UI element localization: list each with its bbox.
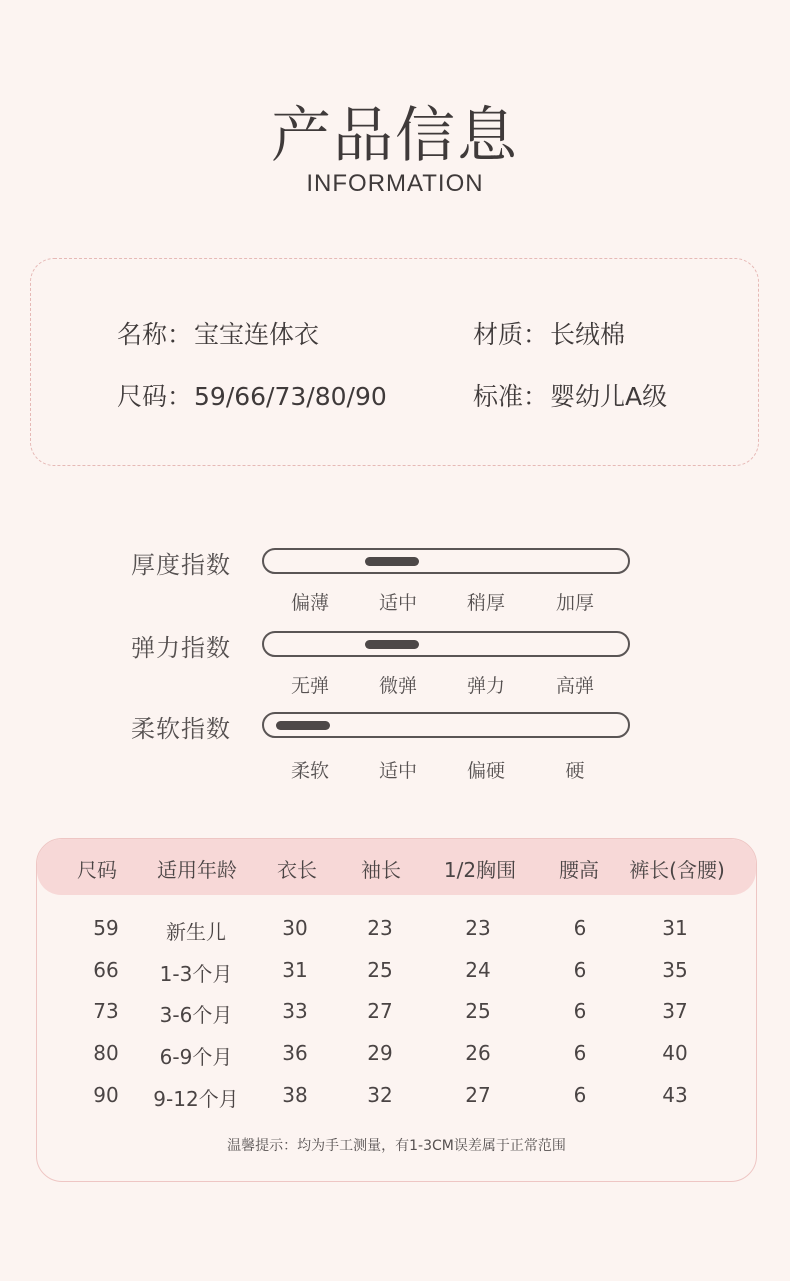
table-cell: 37 bbox=[662, 999, 688, 1023]
table-cell: 80 bbox=[93, 1041, 119, 1065]
meter-thickness-bar bbox=[262, 548, 630, 574]
measurement-note: 温馨提示：均为手工测量，有1-3CM误差属于正常范围 bbox=[227, 1138, 566, 1154]
table-cell: 6 bbox=[573, 916, 587, 940]
table-cell: 36 bbox=[282, 1041, 308, 1065]
info-standard bbox=[473, 377, 667, 413]
table-cell: 6 bbox=[573, 1041, 587, 1065]
meter-softness-ticks bbox=[0, 756, 790, 782]
table-cell: 1-3个月 bbox=[159, 962, 233, 986]
meter-elasticity-bar bbox=[262, 631, 630, 657]
table-cell: 6 bbox=[573, 999, 587, 1023]
table-cell: 24 bbox=[465, 958, 491, 982]
info-standard-label: 标准： bbox=[473, 382, 549, 411]
info-size-label: 尺码： bbox=[117, 382, 193, 411]
meter-softness-bar bbox=[262, 712, 630, 738]
info-name-value: 宝宝连体衣 bbox=[194, 320, 320, 349]
meter-softness-label: 柔软指数 bbox=[131, 715, 231, 743]
table-cell: 29 bbox=[367, 1041, 393, 1065]
meter-elasticity-label: 弹力指数 bbox=[131, 634, 231, 662]
table-cell: 40 bbox=[662, 1041, 688, 1065]
info-size-value: 59/66/73/80/90 bbox=[194, 382, 387, 411]
header-cell: 衣长 bbox=[277, 858, 317, 882]
meter-thickness-indicator bbox=[365, 557, 419, 566]
table-cell: 27 bbox=[465, 1083, 491, 1107]
table-cell: 38 bbox=[282, 1083, 308, 1107]
table-cell: 27 bbox=[367, 999, 393, 1023]
page-subtitle: INFORMATION bbox=[306, 170, 484, 197]
table-cell: 6 bbox=[573, 958, 587, 982]
meter-elasticity bbox=[0, 628, 790, 668]
table-cell: 6 bbox=[573, 1083, 587, 1107]
table-cell: 66 bbox=[93, 958, 119, 982]
meter-thickness-ticks bbox=[0, 588, 790, 614]
meter-softness-indicator bbox=[276, 721, 330, 730]
size-table bbox=[36, 838, 757, 1182]
table-cell: 9-12个月 bbox=[153, 1087, 239, 1111]
info-standard-value: 婴幼儿A级 bbox=[550, 382, 668, 411]
meter-tick: 适中 bbox=[378, 592, 417, 614]
table-cell: 31 bbox=[662, 916, 688, 940]
meter-tick: 弹力 bbox=[466, 675, 505, 697]
table-cell: 59 bbox=[93, 916, 119, 940]
meter-softness bbox=[0, 709, 790, 749]
product-info-box bbox=[30, 258, 759, 466]
table-cell: 32 bbox=[367, 1083, 393, 1107]
table-cell: 25 bbox=[367, 958, 393, 982]
info-size bbox=[117, 377, 387, 413]
table-cell: 35 bbox=[662, 958, 688, 982]
header-cell: 尺码 bbox=[77, 858, 117, 882]
meter-thickness-label: 厚度指数 bbox=[131, 551, 231, 579]
header-cell: 适用年龄 bbox=[157, 858, 237, 882]
table-cell: 23 bbox=[465, 916, 491, 940]
info-material bbox=[473, 315, 625, 351]
table-cell: 31 bbox=[282, 958, 308, 982]
header-cell: 1/2胸围 bbox=[443, 858, 517, 882]
meter-tick: 无弹 bbox=[290, 675, 329, 697]
table-cell: 26 bbox=[465, 1041, 491, 1065]
header-cell: 腰高 bbox=[559, 858, 599, 882]
table-cell: 新生儿 bbox=[166, 920, 226, 944]
info-name bbox=[117, 315, 319, 351]
meter-thickness bbox=[0, 545, 790, 585]
table-cell: 90 bbox=[93, 1083, 119, 1107]
table-cell: 43 bbox=[662, 1083, 688, 1107]
meter-tick: 加厚 bbox=[555, 592, 594, 614]
page-title: 产品信息 bbox=[271, 101, 519, 171]
info-material-value: 长绒棉 bbox=[550, 320, 626, 349]
meter-tick: 硬 bbox=[565, 760, 585, 782]
table-cell: 30 bbox=[282, 916, 308, 940]
info-name-label: 名称： bbox=[117, 320, 193, 349]
table-cell: 73 bbox=[93, 999, 119, 1023]
table-cell: 33 bbox=[282, 999, 308, 1023]
meter-tick: 柔软 bbox=[290, 760, 329, 782]
table-cell: 3-6个月 bbox=[159, 1003, 233, 1027]
meter-elasticity-ticks bbox=[0, 671, 790, 697]
meter-tick: 稍厚 bbox=[466, 592, 505, 614]
table-cell: 25 bbox=[465, 999, 491, 1023]
meter-tick: 高弹 bbox=[555, 675, 594, 697]
table-cell: 23 bbox=[367, 916, 393, 940]
meter-tick: 偏硬 bbox=[466, 760, 505, 782]
table-cell: 6-9个月 bbox=[159, 1045, 233, 1069]
meter-tick: 微弹 bbox=[378, 675, 417, 697]
size-table-header bbox=[37, 839, 756, 895]
meter-elasticity-indicator bbox=[365, 640, 419, 649]
header-cell: 袖长 bbox=[361, 858, 401, 882]
info-material-label: 材质： bbox=[473, 320, 549, 349]
meter-tick: 适中 bbox=[378, 760, 417, 782]
meter-tick: 偏薄 bbox=[290, 592, 329, 614]
header-cell: 裤长(含腰) bbox=[629, 858, 725, 882]
